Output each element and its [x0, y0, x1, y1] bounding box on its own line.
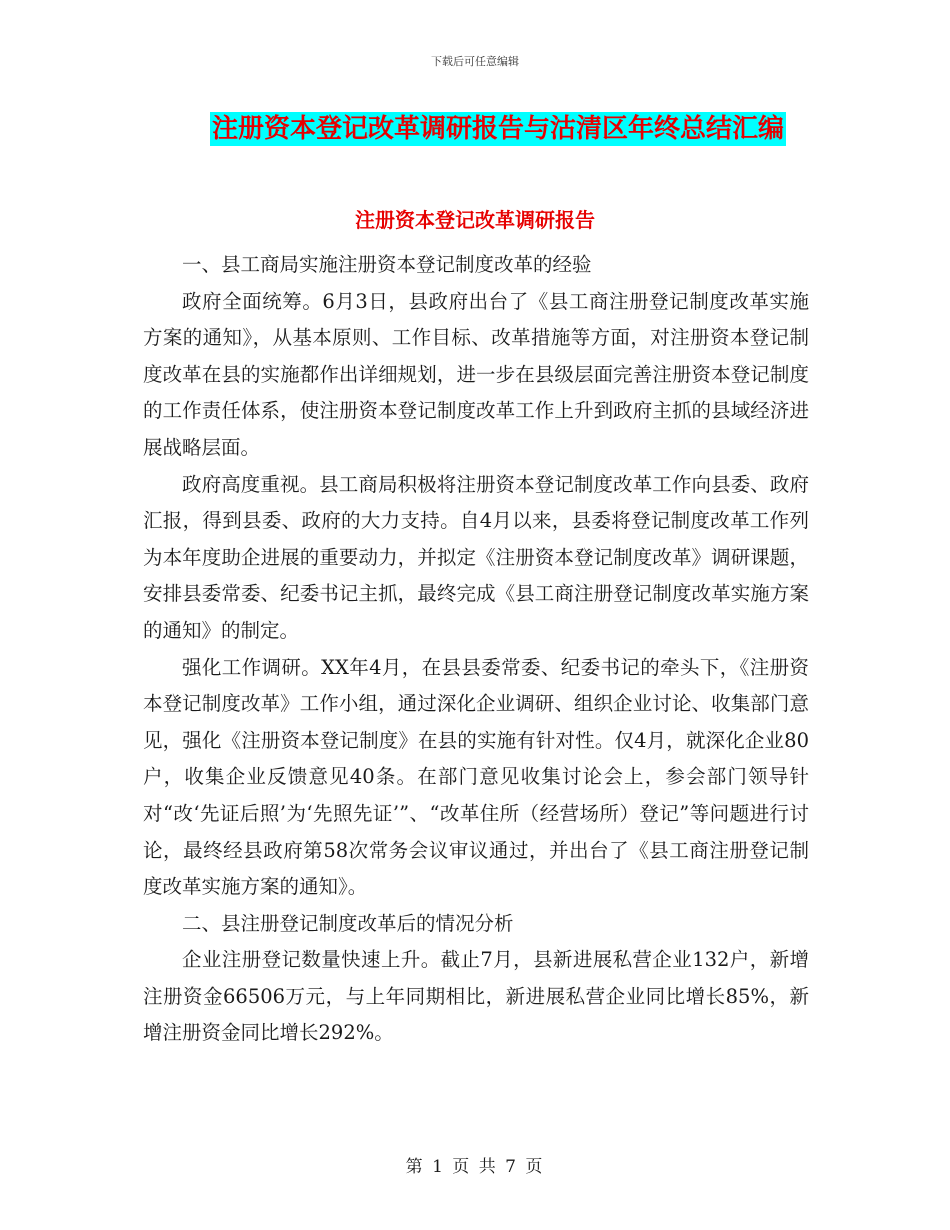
paragraph: 强化工作调研。XX年4月，在县县委常委、纪委书记的牵头下，《注册资本登记制度改革》工作小组，通过深化企业调研、组织企业讨论、收集部门意见，强化《注册资本登记制度》在县的实施有针对性。仅4月，就深化企业80户，收集企业反馈意见40条。在部门意见收集讨论会上，参会部门领导针对“改‘先证后照’为‘先照先证’”、“改革住所（经营场所）登记”等问题进行讨论，最终经县政府第58次常务会议审议通过，并出台了《县工商注册登记制度改革实施方案的通知》。 [143, 655, 809, 899]
header-note: 下载后可任意编辑 [431, 55, 519, 68]
section-heading-2: 二、县注册登记制度改革后的情况分析 [182, 911, 514, 935]
sub-title: 注册资本登记改革调研报告 [355, 208, 595, 232]
document-body [143, 247, 809, 1052]
main-title-wrap [0, 112, 950, 146]
page-footer: 第 1 页 共 7 页 [405, 1157, 545, 1177]
paragraph: 政府高度重视。县工商局积极将注册资本登记制度改革工作向县委、政府汇报，得到县委、政府的大力支持。自4月以来，县委将登记制度改革工作列为本年度助企进展的重要动力，并拟定《注册资本登记制度改革》调研课题，安排县委常委、纪委书记主抓，最终完成《县工商注册登记制度改革实施方案的通知》的制定。 [143, 472, 809, 642]
paragraph: 企业注册登记数量快速上升。截止7月，县新进展私营企业132户，新增注册资金66506万元，与上年同期相比，新进展私营企业同比增长85%，新增注册资金同比增长292%。 [143, 948, 809, 1045]
paragraph: 政府全面统筹。6月3日，县政府出台了《县工商注册登记制度改革实施方案的通知》，从基本原则、工作目标、改革措施等方面，对注册资本登记制度改革在县的实施都作出详细规划，进一步在县级层面完善注册资本登记制度的工作责任体系，使注册资本登记制度改革工作上升到政府主抓的县域经济进展战略层面。 [143, 289, 809, 459]
section-heading-1: 一、县工商局实施注册资本登记制度改革的经验 [182, 253, 592, 276]
main-title: 注册资本登记改革调研报告与沽清区年终总结汇编 [211, 114, 784, 144]
